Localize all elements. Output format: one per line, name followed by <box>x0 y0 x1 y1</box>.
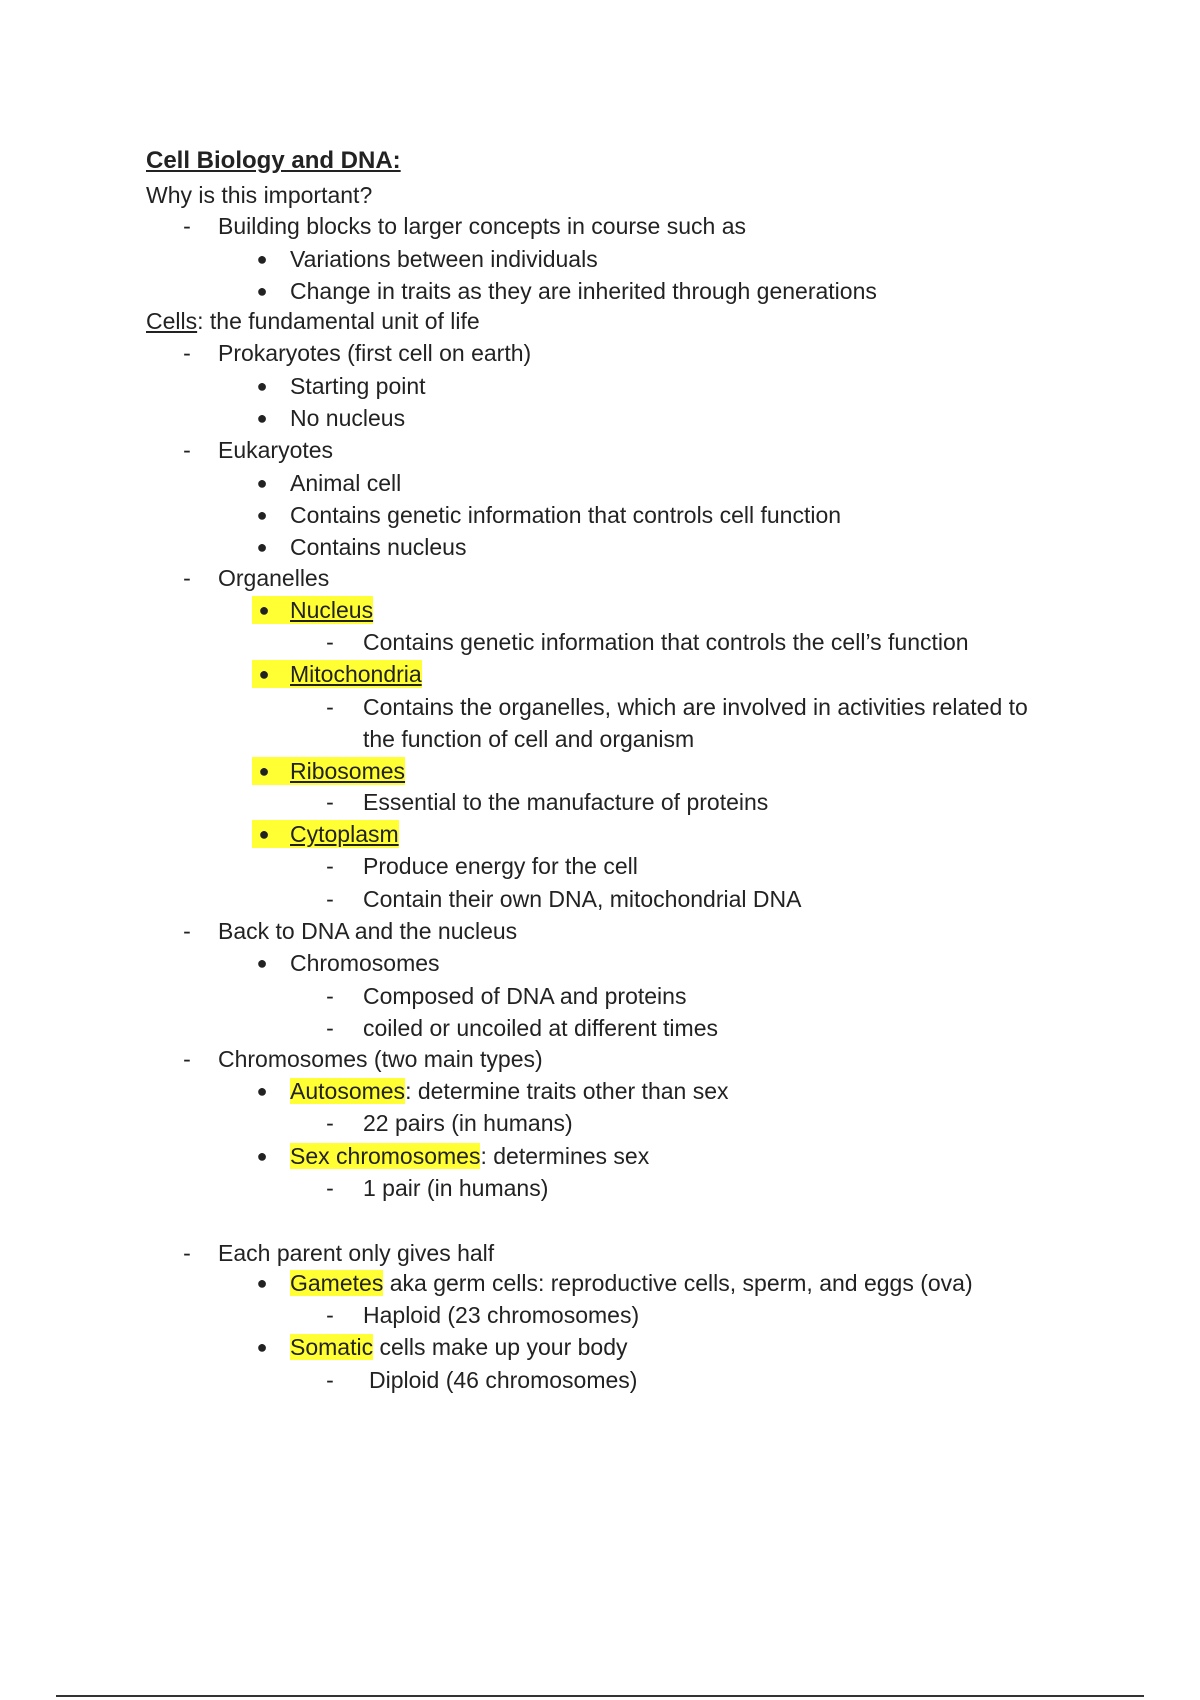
organelle-cytoplasm: Cytoplasm <box>276 820 399 848</box>
list-item: Organelles <box>218 565 330 591</box>
dash-marker: - <box>183 340 191 366</box>
dash-marker: - <box>183 565 191 591</box>
list-item: Change in traits as they are inherited through generations <box>290 278 877 304</box>
organelle-ribosomes: Ribosomes <box>276 757 405 785</box>
list-item: Contains nucleus <box>290 534 467 560</box>
dash-marker: - <box>326 1110 334 1136</box>
dash-marker: - <box>183 1046 191 1072</box>
dash-marker: - <box>326 1175 334 1201</box>
list-item: Prokaryotes (first cell on earth) <box>218 340 532 366</box>
dash-marker: - <box>326 629 334 655</box>
dash-marker: - <box>326 853 334 879</box>
dash-marker: - <box>326 886 334 912</box>
dash-marker: - <box>183 213 191 239</box>
bullet-marker: ● <box>256 537 268 557</box>
dash-marker: - <box>326 1367 334 1393</box>
list-item: Contains genetic information that controls the cell’s function <box>363 629 969 655</box>
bullet-marker: ● <box>256 1337 268 1357</box>
bullet-marker: ● <box>256 249 268 269</box>
list-item: Chromosomes (two main types) <box>218 1046 543 1072</box>
sex-chromosomes-term: Sex chromosomes <box>290 1143 481 1169</box>
gametes-term: Gametes <box>290 1270 384 1296</box>
list-item: Each parent only gives half <box>218 1240 495 1266</box>
somatic-term: Somatic <box>290 1334 374 1360</box>
dash-marker: - <box>326 789 334 815</box>
bullet-marker: ● <box>256 281 268 301</box>
dash-marker: - <box>326 694 334 720</box>
list-item: Contain their own DNA, mitochondrial DNA <box>363 886 802 912</box>
bullet-marker: ● <box>256 1146 268 1166</box>
list-item: Composed of DNA and proteins <box>363 983 687 1009</box>
bullet-marker: ● <box>256 376 268 396</box>
list-item: Animal cell <box>290 470 402 496</box>
dash-marker: - <box>183 918 191 944</box>
organelle-mitochondria: Mitochondria <box>276 660 422 688</box>
somatic-item <box>290 1333 628 1361</box>
bullet-marker: ● <box>252 596 276 624</box>
bullet-marker: ● <box>256 408 268 428</box>
bullet-marker: ● <box>256 1273 268 1293</box>
dash-marker: - <box>183 1240 191 1266</box>
bullet-marker: ● <box>256 953 268 973</box>
somatic-def: cells make up your body <box>373 1334 628 1360</box>
gametes-def: aka germ cells: reproductive cells, sperm, and eggs (ova) <box>383 1270 973 1296</box>
cells-term: Cells <box>146 308 198 334</box>
list-item: Starting point <box>290 373 426 399</box>
list-item: 22 pairs (in humans) <box>363 1110 573 1136</box>
cells-definition <box>146 307 480 335</box>
list-item: No nucleus <box>290 405 406 431</box>
sex-chromosomes-def: : determines sex <box>480 1143 650 1169</box>
cells-def: : the fundamental unit of life <box>197 308 480 334</box>
organelle-nucleus: Nucleus <box>276 596 373 624</box>
why-heading: Why is this important? <box>146 182 373 208</box>
list-item: coiled or uncoiled at different times <box>363 1015 718 1041</box>
list-item: Building blocks to larger concepts in course such as <box>218 213 747 239</box>
bullet-marker: ● <box>252 820 276 848</box>
dash-marker: - <box>183 437 191 463</box>
bullet-marker: ● <box>256 473 268 493</box>
sex-chromosomes-item <box>290 1142 649 1170</box>
list-item: Diploid (46 chromosomes) <box>369 1367 638 1393</box>
dash-marker: - <box>326 983 334 1009</box>
list-item: Contains the organelles, which are involved in activities related to <box>363 694 1028 720</box>
list-item: Chromosomes <box>290 950 440 976</box>
bullet-marker: ● <box>252 757 276 785</box>
list-item: Produce energy for the cell <box>363 853 638 879</box>
list-item: Variations between individuals <box>290 246 598 272</box>
list-item: Haploid (23 chromosomes) <box>363 1302 640 1328</box>
list-item: 1 pair (in humans) <box>363 1175 549 1201</box>
list-item-continued: the function of cell and organism <box>363 726 695 752</box>
page-title: Cell Biology and DNA: <box>146 147 401 174</box>
dash-marker: - <box>326 1302 334 1328</box>
list-item: Back to DNA and the nucleus <box>218 918 518 944</box>
bullet-marker: ● <box>256 505 268 525</box>
bullet-marker: ● <box>256 1081 268 1101</box>
autosomes-item <box>290 1077 729 1105</box>
list-item: Essential to the manufacture of proteins <box>363 789 769 815</box>
gametes-item <box>290 1269 973 1297</box>
page-bottom-divider <box>56 1695 1144 1697</box>
dash-marker: - <box>326 1015 334 1041</box>
autosomes-term: Autosomes <box>290 1078 406 1104</box>
list-item: Contains genetic information that controls cell function <box>290 502 842 528</box>
bullet-marker: ● <box>252 660 276 688</box>
list-item: Eukaryotes <box>218 437 334 463</box>
autosomes-def: : determine traits other than sex <box>405 1078 729 1104</box>
